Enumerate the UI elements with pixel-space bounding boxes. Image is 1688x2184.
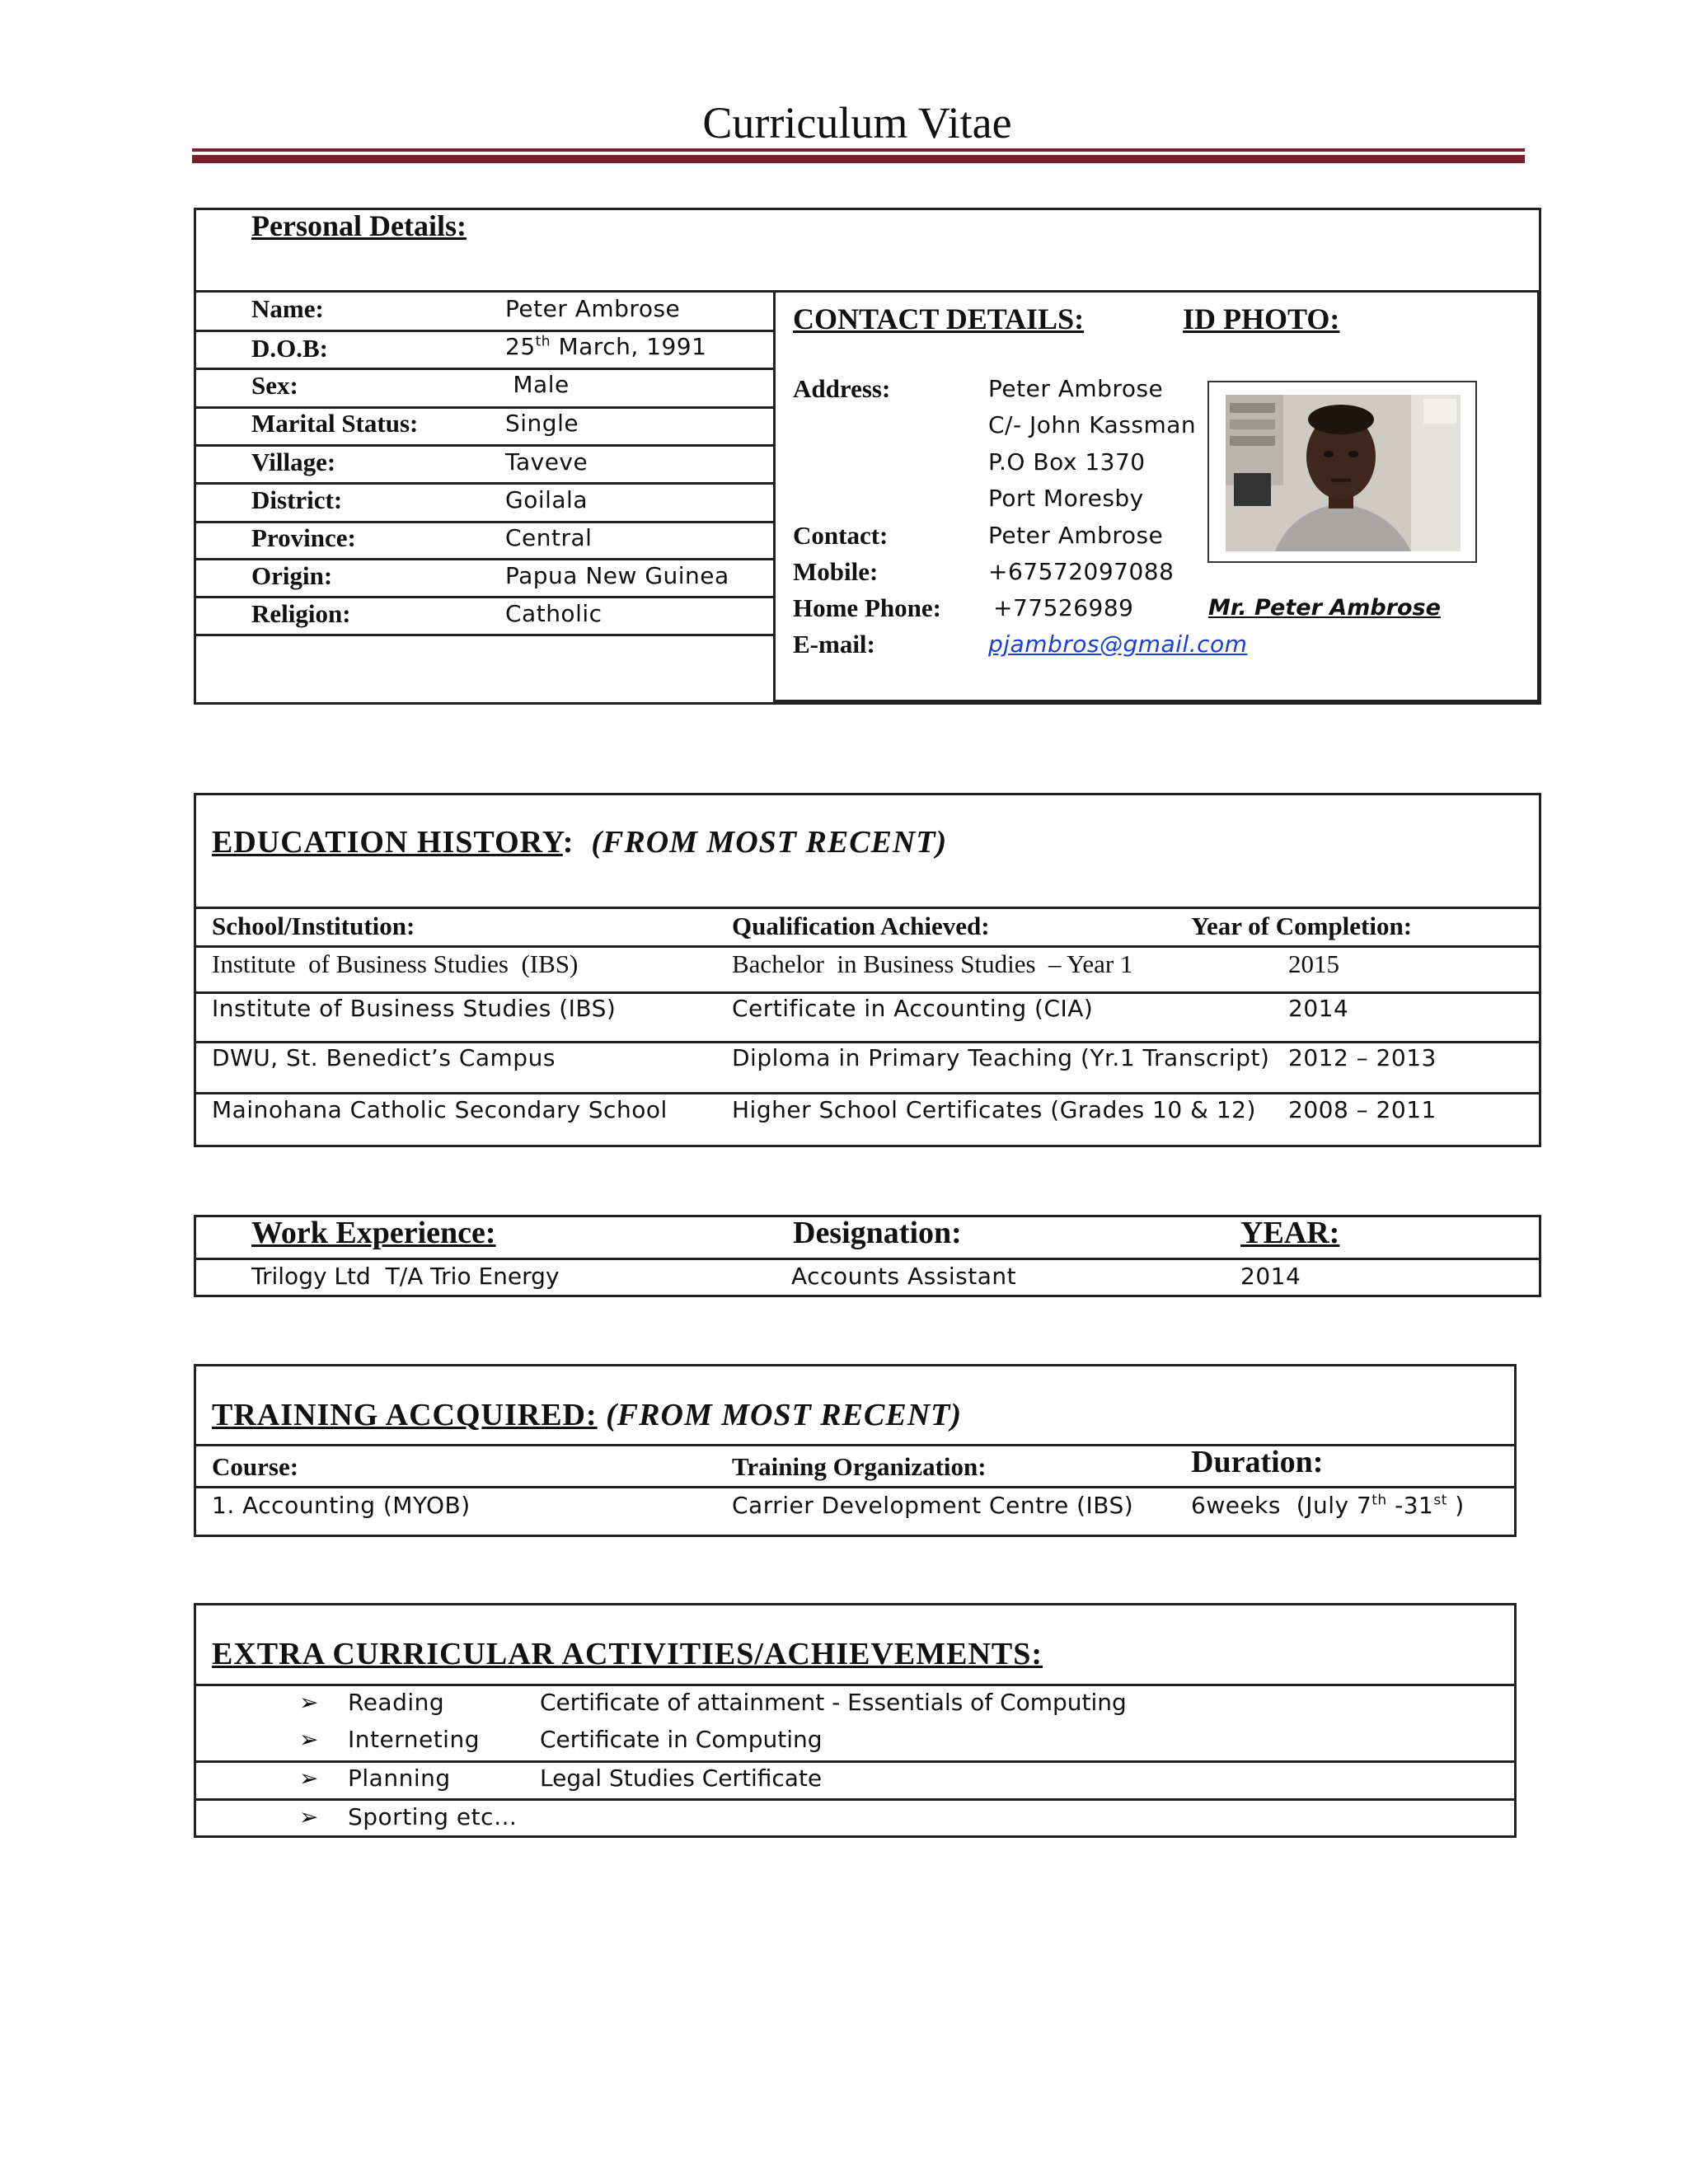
address-line-1: Peter Ambrose: [988, 375, 1164, 402]
page-title: Curriculum Vitae: [702, 98, 1012, 148]
title-rule-thick: [192, 155, 1525, 163]
training-heading: TRAINING ACCQUIRED: (FROM MOST RECENT): [212, 1398, 962, 1432]
address-label: Address:: [793, 374, 891, 403]
contact-value: Peter Ambrose: [988, 522, 1164, 549]
email-link[interactable]: pjambros@gmail.com: [988, 630, 1248, 658]
arrow-bullet-icon: ➢: [299, 1803, 319, 1830]
title-rule-thin: [192, 148, 1525, 152]
work-col-year: YEAR:: [1240, 1216, 1340, 1250]
education-heading: EDUCATION HISTORY: (FROM MOST RECENT): [212, 825, 948, 860]
home-phone-value: +77526989: [993, 594, 1134, 621]
id-photo: [1226, 395, 1461, 551]
personal-details-heading: Personal Details:: [251, 209, 467, 242]
contact-label: Contact:: [793, 521, 889, 550]
extra-curricular-heading: EXTRA CURRICULAR ACTIVITIES/ACHIEVEMENTS:: [212, 1637, 1043, 1671]
arrow-bullet-icon: ➢: [299, 1765, 319, 1792]
training-col-duration: Duration:: [1191, 1445, 1324, 1479]
education-col-school: School/Institution:: [212, 912, 415, 940]
mobile-label: Mobile:: [793, 557, 879, 586]
work-col-designation: Designation:: [793, 1216, 962, 1250]
education-col-year: Year of Completion:: [1191, 912, 1413, 940]
contact-details-heading: CONTACT DETAILS:: [793, 302, 1085, 335]
arrow-bullet-icon: ➢: [299, 1726, 319, 1753]
photo-caption: Mr. Peter Ambrose: [1208, 595, 1441, 621]
id-photo-frame: [1207, 381, 1477, 563]
mobile-value: +67572097088: [988, 558, 1175, 585]
address-line-2: C/- John Kassman: [988, 411, 1197, 438]
training-col-course: Course:: [212, 1452, 299, 1481]
work-col-experience: Work Experience:: [251, 1216, 496, 1250]
id-photo-heading: ID PHOTO:: [1183, 302, 1340, 335]
home-phone-label: Home Phone:: [793, 593, 941, 622]
training-col-organization: Training Organization:: [732, 1452, 987, 1481]
address-line-4: Port Moresby: [988, 485, 1144, 512]
arrow-bullet-icon: ➢: [299, 1689, 319, 1716]
education-col-qualification: Qualification Achieved:: [732, 912, 990, 940]
email-label: E-mail:: [793, 630, 875, 658]
address-line-3: P.O Box 1370: [988, 448, 1146, 476]
